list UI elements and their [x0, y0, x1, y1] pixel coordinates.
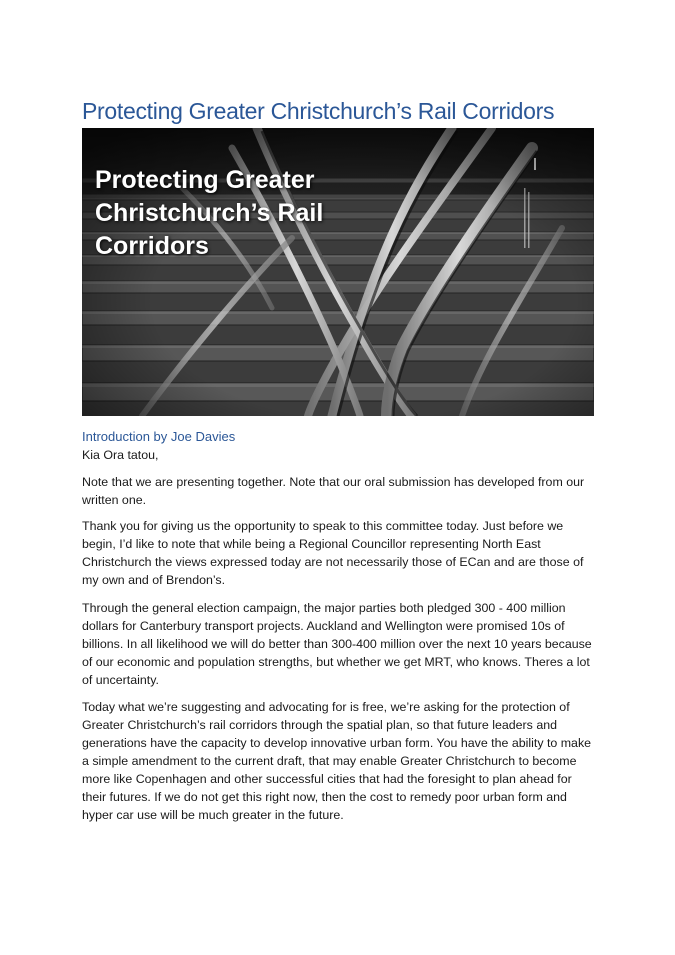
body-paragraph: Through the general election campaign, the major parties both pledged 300 - 400 million dollars for Canterbury transport projects. Auckland and Wellington were promised 10s of billions. In all likelihood we will do better than 300-400 million over the next 10 years because of our economic and population strengths, but whether we get MRT, who knows. Theres a lot of uncertainty. [82, 601, 592, 687]
hero-caption: Protecting Greater Christchurch’s Rail Corridors [95, 166, 324, 260]
body-paragraph: Today what we’re suggesting and advocating for is free, we’re asking for the protection of Greater Christchurch’s rail corridors through the spatial plan, so that future leaders and generations have the capacity to develop innovative urban form. You have the ability to make a simple amendment to the current draft, that may enable Greater Christchurch to become more like Copenhagen and other successful cities that had the foresight to plan ahead for their futures. If we do not get this right now, then the cost to remedy poor urban form and hyper car use will be much greater in the future. [82, 700, 592, 822]
page-title: Protecting Greater Christchurch’s Rail Corridors [82, 98, 555, 124]
section-heading: Introduction by Joe Davies [82, 429, 236, 444]
body-paragraph: Note that we are presenting together. Note that our oral submission has developed from our written one. [82, 475, 585, 507]
hero-image [82, 128, 594, 416]
body-paragraph: Thank you for giving us the opportunity to speak to this committee today. Just before we begin, I’d like to note that while being a Regional Councillor representing North East Christchurch the views expressed today are not necessarily those of ECan and are those of my own and of Brendon’s. [82, 519, 584, 587]
greeting-paragraph: Kia Ora tatou, [82, 448, 159, 462]
